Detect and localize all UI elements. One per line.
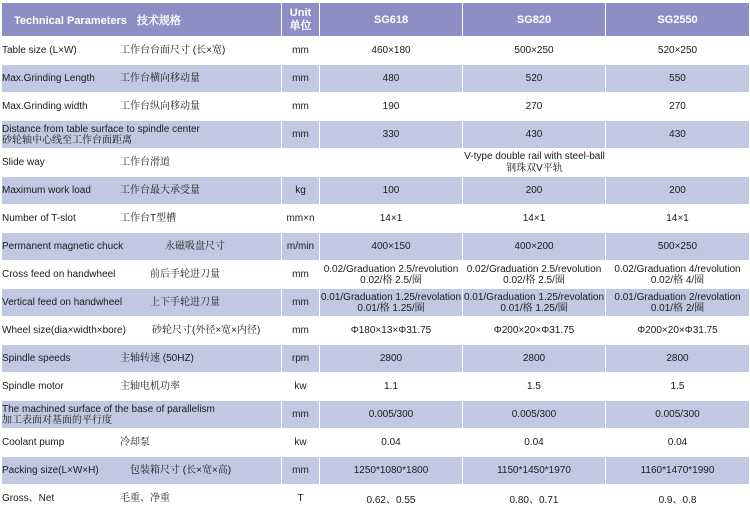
value-cell: 430 [606, 121, 750, 149]
param-en: Packing size(L×W×H) [2, 465, 99, 476]
value-cell: 460×180 [320, 37, 463, 65]
param-zh: 工作台滑道 [120, 157, 170, 168]
param-zh: 主轴电机功率 [120, 381, 180, 392]
param-zh: 工作台T型槽 [120, 213, 177, 224]
value-cell: Φ180×13×Φ31.75 [320, 317, 463, 345]
value-cell: 0.04 [606, 429, 750, 457]
value-cell [320, 261, 463, 289]
value-cell: 330 [320, 121, 463, 149]
param-zh: 永磁吸盘尺寸 [165, 241, 225, 252]
value-cell: 100 [320, 177, 463, 205]
param-cell [2, 457, 282, 485]
table-row [2, 65, 750, 93]
unit-cell: mm [282, 457, 320, 485]
spec-table [1, 2, 750, 513]
param-en: Vertical feed on handwheel [2, 297, 123, 308]
value-cell: Φ200×20×Φ31.75 [606, 317, 750, 345]
param-zh: 上下手轮进刀量 [150, 297, 220, 308]
value-cell: 0.005/300 [320, 401, 463, 429]
param-cell [2, 233, 282, 261]
param-zh: 前后手轮进刀量 [150, 269, 220, 280]
feed-zh: 0.02/格 4/圈 [650, 274, 705, 286]
value-cell: 550 [606, 65, 750, 93]
unit-cell: kw [282, 373, 320, 401]
param-zh: 工作台最大承受量 [120, 185, 200, 196]
param-cell [2, 149, 282, 177]
param-cell [2, 177, 282, 205]
unit-cell: T [282, 485, 320, 513]
param-zh: 砂轮尺寸(外径×宽×内径) [152, 325, 261, 336]
param-cell [2, 121, 282, 149]
value-cell: 0.005/300 [606, 401, 750, 429]
param-zh: 冷却泵 [120, 437, 150, 448]
table-row [2, 401, 750, 429]
value-cell: 0.62、0.55 [320, 485, 463, 513]
table-row [2, 261, 750, 289]
param-zh: 主轴转速 (50HZ) [120, 353, 194, 364]
param-en: Max.Grinding Length [2, 73, 95, 84]
header-param-en: Technical Parameters [14, 14, 127, 27]
param-cell [2, 373, 282, 401]
header-parameters [2, 3, 282, 37]
slide-way-en: V-type double rail with steel-ball [464, 150, 605, 162]
unit-cell: rpm [282, 345, 320, 373]
value-cell: Φ200×20×Φ31.75 [463, 317, 606, 345]
header-model-sg2550: SG2550 [606, 3, 750, 37]
unit-cell: m/min [282, 233, 320, 261]
param-en: Cross feed on handwheel [2, 269, 116, 280]
value-cell: 200 [463, 177, 606, 205]
table-row [2, 93, 750, 121]
feed-zh: 0.01/格 1.25/圈 [500, 302, 568, 314]
param-cell [2, 317, 282, 345]
value-cell [463, 289, 606, 317]
value-cell: 1160*1470*1990 [606, 457, 750, 485]
value-cell: 2800 [606, 345, 750, 373]
slide-way-zh: 钢珠双V平轨 [506, 162, 563, 174]
table-row [2, 121, 750, 149]
param-cell [2, 429, 282, 457]
value-cell: 0.04 [320, 429, 463, 457]
feed-zh: 0.01/格 2/圈 [650, 302, 705, 314]
unit-cell: mm [282, 93, 320, 121]
value-cell: 520×250 [606, 37, 750, 65]
value-cell: 0.80、0.71 [463, 485, 606, 513]
param-en: Slide way [2, 157, 45, 168]
table-row [2, 429, 750, 457]
unit-cell: mm [282, 121, 320, 149]
param-cell [2, 261, 282, 289]
param-en: Permanent magnetic chuck [2, 241, 124, 252]
unit-cell: mm [282, 289, 320, 317]
unit-cell: mm [282, 261, 320, 289]
value-cell: 190 [320, 93, 463, 121]
value-cell: 480 [320, 65, 463, 93]
param-cell [2, 65, 282, 93]
header-param-zh: 技术规格 [136, 14, 181, 27]
table-row [2, 37, 750, 65]
feed-en: 0.01/Graduation 1.25/revolation [320, 291, 462, 303]
feed-zh: 0.02/格 2.5/圈 [360, 274, 422, 286]
value-cell: 1.5 [463, 373, 606, 401]
value-cell: 0.005/300 [463, 401, 606, 429]
value-cell: 400×200 [463, 233, 606, 261]
feed-en: 0.01/Graduation 2/revolation [614, 291, 741, 303]
param-en: Wheel size(dia×width×bore) [2, 325, 126, 336]
table-row [2, 317, 750, 345]
param-zh: 毛重、净重 [120, 493, 170, 504]
value-cell: 1.1 [320, 373, 463, 401]
header-unit-zh: 单位 [289, 19, 312, 32]
unit-cell: mm×n [282, 205, 320, 233]
table-row [2, 289, 750, 317]
param-en: Table size (L×W) [2, 45, 77, 56]
param-zh: 包装箱尺寸 (长×宽×高) [130, 465, 232, 476]
header-unit [282, 3, 320, 37]
value-cell: 400×150 [320, 233, 463, 261]
table-row [2, 233, 750, 261]
unit-cell: mm [282, 317, 320, 345]
unit-cell: mm [282, 401, 320, 429]
table-row [2, 485, 750, 513]
value-cell: 0.9、0.8 [606, 485, 750, 513]
feed-en: 0.02/Graduation 2.5/revolution [323, 263, 459, 275]
param-en: Spindle speeds [2, 353, 71, 364]
value-cell: 270 [606, 93, 750, 121]
param-cell [2, 345, 282, 373]
param-zh: 工作台横向移动量 [120, 73, 200, 84]
param-en: Distance from table surface to spindle center [2, 123, 200, 135]
feed-en: 0.01/Graduation 1.25/revolation [463, 291, 605, 303]
table-row [2, 205, 750, 233]
param-cell [2, 93, 282, 121]
table-row [2, 149, 750, 177]
param-en: Max.Grinding width [2, 101, 88, 112]
param-en: Maximum work load [2, 185, 91, 196]
param-zh: 工作台纵向移动量 [120, 101, 200, 112]
value-cell [606, 289, 750, 317]
param-cell [2, 485, 282, 513]
value-cell: 2800 [463, 345, 606, 373]
value-cell: 200 [606, 177, 750, 205]
feed-zh: 0.01/格 1.25/圈 [357, 302, 425, 314]
value-cell: 1150*1450*1970 [463, 457, 606, 485]
unit-cell: kw [282, 429, 320, 457]
value-cell: 14×1 [320, 205, 463, 233]
table-row [2, 373, 750, 401]
param-en: Number of T-slot [2, 213, 76, 224]
param-cell [2, 37, 282, 65]
table-row [2, 457, 750, 485]
param-zh: 加工表面对基面的平行度 [2, 414, 112, 426]
header-unit-en: Unit [289, 6, 312, 19]
param-en: Spindle motor [2, 381, 64, 392]
value-cell: 14×1 [606, 205, 750, 233]
value-cell: 520 [463, 65, 606, 93]
param-cell [2, 289, 282, 317]
param-zh: 工作台台面尺寸 (长×宽) [120, 45, 226, 56]
unit-cell: mm [282, 37, 320, 65]
table-row [2, 177, 750, 205]
param-en: Gross、Net [2, 493, 55, 504]
param-en: The machined surface of the base of parallelism [2, 403, 215, 415]
feed-en: 0.02/Graduation 4/revolution [614, 263, 741, 275]
value-cell: 0.04 [463, 429, 606, 457]
unit-cell: mm [282, 65, 320, 93]
value-cell: 500×250 [463, 37, 606, 65]
param-en: Coolant pump [2, 437, 65, 448]
value-cell: 2800 [320, 345, 463, 373]
slide-way-value [320, 149, 750, 177]
unit-cell [282, 149, 320, 177]
feed-zh: 0.02/格 2.5/圈 [503, 274, 565, 286]
value-cell: 1.5 [606, 373, 750, 401]
value-cell [320, 289, 463, 317]
value-cell [606, 261, 750, 289]
value-cell: 430 [463, 121, 606, 149]
param-zh: 砂轮轴中心线至工作台面距离 [2, 134, 132, 146]
value-cell: 270 [463, 93, 606, 121]
param-cell [2, 205, 282, 233]
value-cell: 14×1 [463, 205, 606, 233]
feed-en: 0.02/Graduation 2.5/revolution [466, 263, 602, 275]
param-cell [2, 401, 282, 429]
header-row [2, 3, 750, 37]
value-cell: 1250*1080*1800 [320, 457, 463, 485]
value-cell [463, 261, 606, 289]
header-model-sg618: SG618 [320, 3, 463, 37]
unit-cell: kg [282, 177, 320, 205]
value-cell: 500×250 [606, 233, 750, 261]
header-model-sg820: SG820 [463, 3, 606, 37]
table-row [2, 345, 750, 373]
